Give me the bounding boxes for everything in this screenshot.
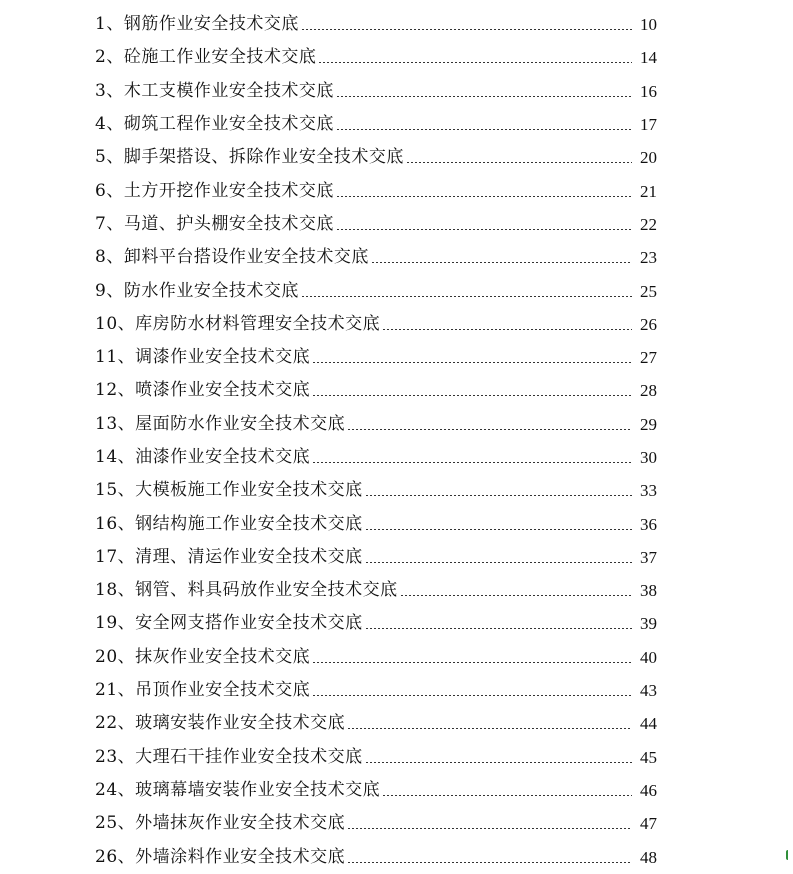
toc-entry-page-number: 10	[640, 15, 657, 35]
toc-dot-leader	[312, 362, 632, 363]
toc-entry-title: 脚手架搭设、拆除作业安全技术交底	[123, 147, 404, 168]
toc-entry-page-number: 47	[640, 814, 657, 834]
toc-entry-number: 26	[95, 846, 118, 867]
toc-entry-separator: 、	[106, 147, 124, 168]
toc-entry-number: 9	[95, 280, 107, 301]
toc-dot-leader	[318, 62, 632, 63]
toc-entry-separator: 、	[106, 247, 124, 268]
toc-entry-page-number: 48	[640, 847, 657, 867]
toc-dot-leader	[312, 395, 632, 396]
toc-entry-title: 大理石干挂作业安全技术交底	[135, 746, 363, 767]
toc-dot-leader	[336, 229, 632, 230]
toc-entry-separator: 、	[117, 380, 136, 401]
toc-entry-separator: 、	[117, 480, 136, 501]
toc-entry-page-number: 43	[640, 681, 657, 701]
toc-entry-separator: 、	[106, 14, 124, 35]
toc-entry-number: 11	[95, 347, 118, 368]
toc-entry-separator: 、	[106, 114, 124, 135]
toc-entry-title: 土方开挖作业安全技术交底	[123, 180, 334, 201]
toc-entry-page-number: 22	[640, 214, 657, 234]
toc-dot-leader	[365, 762, 632, 763]
toc-entry[interactable]	[95, 840, 657, 873]
toc-dot-leader	[347, 828, 632, 829]
toc-entry-separator: 、	[106, 180, 124, 201]
toc-entry-title: 清理、清运作业安全技术交底	[135, 546, 363, 567]
toc-entry[interactable]	[95, 274, 657, 307]
toc-entry-separator: 、	[117, 746, 136, 767]
toc-entry[interactable]	[95, 607, 657, 640]
toc-entry-title: 钢管、料具码放作业安全技术交底	[135, 580, 398, 601]
toc-entry-title: 玻璃幕墙安装作业安全技术交底	[135, 779, 381, 800]
toc-entry-page-number: 28	[640, 381, 657, 401]
toc-entry-separator: 、	[117, 779, 136, 800]
toc-entry-title: 调漆作业安全技术交底	[135, 347, 311, 368]
toc-dot-leader	[336, 129, 632, 130]
toc-entry-title: 屋面防水作业安全技术交底	[135, 413, 346, 434]
toc-entry[interactable]	[95, 8, 657, 41]
toc-dot-leader	[347, 429, 632, 430]
toc-entry[interactable]	[95, 341, 657, 374]
toc-entry-separator: 、	[106, 47, 124, 68]
toc-entry-number: 16	[95, 513, 118, 534]
toc-entry[interactable]	[95, 374, 657, 407]
toc-entry-separator: 、	[117, 813, 136, 834]
toc-entry-number: 23	[95, 746, 118, 767]
toc-entry-page-number: 14	[640, 48, 657, 68]
toc-entry[interactable]	[95, 707, 657, 740]
toc-entry-number: 18	[95, 580, 118, 601]
corner-mark	[786, 850, 791, 860]
table-of-contents	[95, 8, 657, 874]
toc-entry-separator: 、	[106, 280, 124, 301]
toc-entry-title: 抹灰作业安全技术交底	[135, 646, 311, 667]
toc-entry-page-number: 37	[640, 547, 657, 567]
toc-entry-title: 外墙抹灰作业安全技术交底	[135, 813, 346, 834]
toc-entry-title: 油漆作业安全技术交底	[135, 447, 311, 467]
toc-entry-title: 砌筑工程作业安全技术交底	[123, 114, 334, 135]
toc-entry-page-number: 29	[640, 414, 657, 434]
toc-entry[interactable]	[95, 241, 657, 274]
toc-entry-title: 吊顶作业安全技术交底	[135, 680, 311, 701]
toc-entry-page-number: 20	[640, 148, 657, 168]
toc-entry[interactable]	[95, 807, 657, 840]
toc-entry[interactable]	[95, 674, 657, 707]
toc-entry[interactable]	[95, 507, 657, 540]
toc-entry-separator: 、	[117, 580, 136, 601]
toc-dot-leader	[336, 96, 632, 97]
toc-dot-leader	[347, 728, 632, 729]
toc-entry-page-number: 30	[640, 448, 657, 467]
toc-entry-number: 21	[95, 680, 118, 701]
toc-dot-leader	[365, 628, 632, 629]
toc-entry-separator: 、	[106, 213, 124, 234]
toc-entry[interactable]	[95, 408, 657, 441]
toc-entry-page-number: 16	[640, 81, 657, 101]
toc-entry-page-number: 33	[640, 481, 657, 501]
toc-dot-leader	[336, 196, 632, 197]
toc-entry-number: 19	[95, 613, 118, 634]
toc-entry-number: 4	[95, 114, 107, 135]
toc-dot-leader	[347, 862, 632, 863]
toc-dot-leader	[406, 162, 632, 163]
toc-entry-title: 防水作业安全技术交底	[123, 280, 299, 301]
toc-entry[interactable]	[95, 308, 657, 341]
toc-entry-number: 12	[95, 380, 118, 401]
toc-entry-title: 卸料平台搭设作业安全技术交底	[123, 247, 369, 268]
toc-dot-leader	[382, 795, 632, 796]
toc-entry[interactable]	[95, 141, 657, 174]
toc-dot-leader	[312, 662, 632, 663]
toc-entry-title: 喷漆作业安全技术交底	[135, 380, 311, 401]
toc-entry-number: 13	[95, 413, 118, 434]
toc-dot-leader	[382, 329, 632, 330]
toc-entry[interactable]	[95, 774, 657, 807]
toc-entry-number: 25	[95, 813, 118, 834]
toc-entry-page-number: 25	[640, 281, 657, 301]
toc-dot-leader	[301, 296, 632, 297]
toc-entry[interactable]	[95, 108, 657, 141]
toc-entry[interactable]	[95, 641, 657, 674]
toc-entry-number: 22	[95, 713, 118, 734]
toc-entry-page-number: 40	[640, 647, 657, 667]
toc-dot-leader	[301, 29, 632, 30]
toc-entry-page-number: 27	[640, 348, 657, 368]
toc-entry-number: 2	[95, 47, 107, 68]
toc-entry-number: 5	[95, 147, 107, 168]
toc-entry-title: 安全网支搭作业安全技术交底	[135, 613, 363, 634]
toc-dot-leader	[312, 695, 632, 696]
toc-entry-title: 玻璃安装作业安全技术交底	[135, 713, 346, 734]
toc-entry-page-number: 39	[640, 614, 657, 634]
toc-entry-page-number: 26	[640, 314, 657, 334]
toc-entry-number: 8	[95, 247, 107, 268]
toc-entry-separator: 、	[117, 413, 136, 434]
toc-entry-page-number: 17	[640, 115, 657, 135]
toc-entry-page-number: 46	[640, 780, 657, 800]
toc-entry-page-number: 21	[640, 181, 657, 201]
toc-entry-number: 15	[95, 480, 118, 501]
toc-entry[interactable]	[95, 541, 657, 574]
toc-entry-number: 7	[95, 213, 107, 234]
toc-entry-separator: 、	[117, 613, 136, 634]
toc-entry[interactable]	[95, 441, 657, 474]
toc-entry-title: 外墙涂料作业安全技术交底	[135, 846, 346, 867]
toc-entry-page-number: 44	[640, 714, 657, 734]
toc-entry[interactable]	[95, 208, 657, 241]
toc-dot-leader	[365, 529, 632, 530]
toc-entry-separator: 、	[117, 447, 136, 467]
toc-entry-page-number: 45	[640, 747, 657, 767]
toc-entry-number: 3	[95, 80, 107, 101]
toc-entry-number: 17	[95, 546, 118, 567]
toc-entry-number: 10	[95, 313, 118, 334]
toc-entry-separator: 、	[117, 680, 136, 701]
toc-entry-separator: 、	[117, 646, 136, 667]
toc-entry-number: 20	[95, 646, 118, 667]
toc-entry-separator: 、	[117, 513, 136, 534]
toc-entry-page-number: 38	[640, 581, 657, 601]
toc-dot-leader	[400, 595, 632, 596]
toc-entry-separator: 、	[117, 313, 136, 334]
toc-entry-separator: 、	[106, 80, 124, 101]
toc-entry-number: 6	[95, 180, 107, 201]
toc-entry-separator: 、	[117, 546, 136, 567]
toc-entry-title: 大模板施工作业安全技术交底	[135, 480, 363, 501]
toc-entry-separator: 、	[117, 713, 136, 734]
toc-entry-title: 库房防水材料管理安全技术交底	[135, 313, 381, 334]
toc-entry[interactable]	[95, 741, 657, 774]
toc-entry-separator: 、	[117, 347, 136, 368]
toc-dot-leader	[365, 495, 632, 496]
toc-entry-title: 钢结构施工作业安全技术交底	[135, 513, 363, 534]
toc-entry-title: 木工支模作业安全技术交底	[123, 80, 334, 101]
toc-entry-number: 14	[95, 447, 118, 467]
toc-entry-title: 钢筋作业安全技术交底	[123, 14, 299, 35]
toc-entry-title: 马道、护头棚安全技术交底	[123, 213, 334, 234]
toc-entry[interactable]	[95, 174, 657, 207]
toc-entry-number: 24	[95, 779, 118, 800]
toc-entry-page-number: 36	[640, 514, 657, 534]
toc-dot-leader	[371, 262, 632, 263]
toc-entry[interactable]	[95, 75, 657, 108]
toc-entry[interactable]	[95, 41, 657, 74]
toc-entry-separator: 、	[117, 846, 136, 867]
toc-entry-page-number: 23	[640, 248, 657, 268]
toc-dot-leader	[312, 462, 632, 463]
toc-entry[interactable]	[95, 574, 657, 607]
toc-entry-title: 砼施工作业安全技术交底	[123, 47, 317, 68]
toc-dot-leader	[365, 562, 632, 563]
toc-entry-number: 1	[95, 14, 107, 35]
toc-entry[interactable]	[95, 474, 657, 507]
